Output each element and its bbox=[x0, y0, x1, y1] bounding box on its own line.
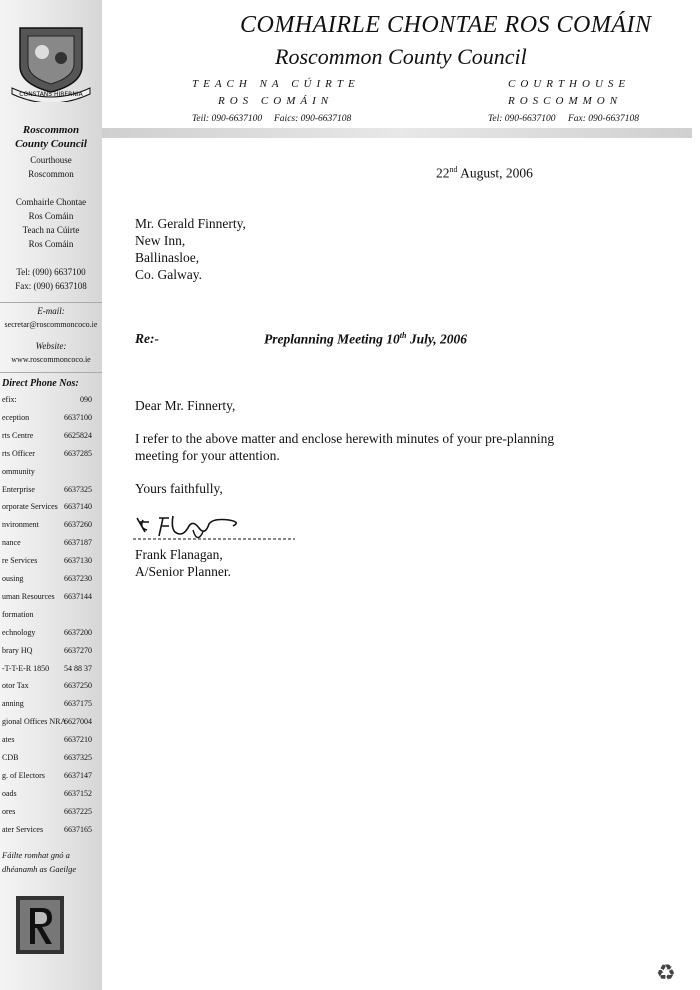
phone-number: 54 88 37 bbox=[64, 664, 92, 673]
signature bbox=[133, 508, 303, 548]
signatory bbox=[135, 546, 231, 580]
sidebar-website-label: Website: bbox=[35, 341, 67, 351]
phone-number: 6637270 bbox=[64, 646, 92, 655]
phone-dept-name: otor Tax bbox=[2, 681, 29, 690]
phone-dept-name: eception bbox=[2, 413, 30, 422]
phone-row bbox=[2, 717, 98, 731]
county-crest-icon bbox=[6, 22, 96, 102]
phone-row bbox=[2, 485, 98, 499]
phone-number: 6637175 bbox=[64, 699, 92, 708]
phone-number: 090 bbox=[80, 395, 92, 404]
phone-row bbox=[2, 395, 98, 409]
direct-phone-heading: Direct Phone Nos: bbox=[2, 378, 79, 389]
sidebar-address-ga: Comhairle Chontae Ros Comáin Teach na Cúirte Ros Comáin bbox=[15, 197, 87, 249]
phone-dept-name: oads bbox=[2, 789, 17, 798]
phone-number: 6637225 bbox=[64, 807, 92, 816]
header-left-fax: Faics: 090-6637108 bbox=[274, 114, 352, 124]
header-divider bbox=[102, 128, 692, 138]
phone-number: 6637140 bbox=[64, 502, 92, 511]
sidebar-contact bbox=[0, 265, 102, 293]
header-left-tel: Teil: 090-6637100 bbox=[192, 114, 263, 124]
phone-number: 6627004 bbox=[64, 717, 92, 726]
phone-row bbox=[2, 628, 98, 642]
header-left-address-line1: TEACH NA CÚIRTE bbox=[192, 78, 360, 90]
header-right-address-line1: COURTHOUSE bbox=[508, 78, 631, 90]
svg-text:CONSTANS HIBERNIA: CONSTANS HIBERNIA bbox=[19, 91, 83, 98]
phone-number: 6637200 bbox=[64, 628, 92, 637]
letter-body: I refer to the above matter and enclose herewith minutes of your pre-planning meeting for your attention. bbox=[135, 431, 555, 463]
phone-number: 6637152 bbox=[64, 789, 92, 798]
recipient-address: Mr. Gerald Finnerty, New Inn, Ballinasloe, Co. Galway. bbox=[135, 216, 246, 282]
phone-dept-name: echnology bbox=[2, 628, 36, 637]
phone-row bbox=[2, 556, 98, 570]
phone-row bbox=[2, 592, 98, 606]
letter-date: 22nd August, 2006 bbox=[436, 165, 533, 181]
sidebar-email[interactable]: secretar@roscommoncoco.ie bbox=[4, 320, 98, 329]
phone-dept-name: ores bbox=[2, 807, 16, 816]
phone-dept-name: re Services bbox=[2, 556, 38, 565]
closing: Yours faithfully, bbox=[135, 481, 223, 496]
phone-row bbox=[2, 825, 98, 839]
phone-dept-name: g. of Electors bbox=[2, 771, 45, 780]
sidebar bbox=[0, 0, 102, 990]
phone-number: 6637144 bbox=[64, 592, 92, 601]
phone-number: 6637325 bbox=[64, 753, 92, 762]
sidebar-address-en: Courthouse Roscommon bbox=[28, 155, 74, 179]
phone-row bbox=[2, 413, 98, 427]
phone-row bbox=[2, 664, 98, 678]
phone-dept-name: Enterprise bbox=[2, 485, 35, 494]
recycle-icon: ♻ bbox=[656, 960, 676, 985]
phone-row bbox=[2, 681, 98, 695]
phone-number: 6637230 bbox=[64, 574, 92, 583]
phone-row bbox=[2, 807, 98, 821]
phone-row bbox=[2, 646, 98, 660]
phone-row bbox=[2, 789, 98, 803]
phone-number: 6637165 bbox=[64, 825, 92, 834]
phone-dept-name: formation bbox=[2, 610, 34, 619]
sidebar-fax: Fax: (090) 6637108 bbox=[15, 281, 87, 291]
phone-dept-name: -T-T-E-R 1850 bbox=[2, 664, 50, 673]
phone-number: 6637325 bbox=[64, 485, 92, 494]
phone-dept-name: anning bbox=[2, 699, 24, 708]
phone-dept-name: rts Officer bbox=[2, 449, 35, 458]
sidebar-email-label: E-mail: bbox=[37, 306, 65, 316]
phone-row bbox=[2, 699, 98, 713]
phone-row bbox=[2, 449, 98, 463]
phone-number: 6637260 bbox=[64, 520, 92, 529]
signatory-title: A/Senior Planner. bbox=[135, 564, 231, 579]
header-right-fax: Fax: 090-6637108 bbox=[568, 114, 639, 124]
phone-number: 6637130 bbox=[64, 556, 92, 565]
phone-row bbox=[2, 574, 98, 588]
header-title-english: Roscommon County Council bbox=[275, 44, 527, 69]
phone-row bbox=[2, 538, 98, 552]
roscommon-r-logo-icon bbox=[16, 896, 64, 954]
signatory-name: Frank Flanagan, bbox=[135, 547, 223, 562]
header-right-tel: Tel: 090-6637100 bbox=[488, 114, 556, 124]
salutation: Dear Mr. Finnerty, bbox=[135, 398, 236, 413]
phone-number: 6637285 bbox=[64, 449, 92, 458]
re-label: Re:- bbox=[135, 331, 159, 346]
irish-footer: Fáilte romhat gnó a dhéanamh as Gaeilge bbox=[2, 850, 77, 874]
phone-row bbox=[2, 431, 98, 445]
phone-number: 6637187 bbox=[64, 538, 92, 547]
header-right-address-line2: ROSCOMMON bbox=[508, 95, 623, 107]
phone-row bbox=[2, 735, 98, 749]
phone-dept-name: gional Offices NRA bbox=[2, 717, 67, 726]
phone-number: 6625824 bbox=[64, 431, 92, 440]
phone-dept-name: uman Resources bbox=[2, 592, 55, 601]
phone-row bbox=[2, 520, 98, 534]
phone-dept-name: ommunity bbox=[2, 467, 35, 476]
phone-dept-name: rts Centre bbox=[2, 431, 34, 440]
phone-dept-name: ates bbox=[2, 735, 15, 744]
phone-number: 6637210 bbox=[64, 735, 92, 744]
phone-dept-name: nvironment bbox=[2, 520, 39, 529]
sidebar-website[interactable]: www.roscommoncoco.ie bbox=[11, 355, 91, 364]
phone-number: 6637250 bbox=[64, 681, 92, 690]
phone-dept-name: efix: bbox=[2, 395, 17, 404]
sidebar-tel: Tel: (090) 6637100 bbox=[16, 267, 86, 277]
phone-dept-name: CDB bbox=[2, 753, 19, 762]
sidebar-council-name: Roscommon County Council bbox=[15, 124, 87, 150]
phone-row bbox=[2, 771, 98, 785]
header-left-address-line2: ROS COMÁIN bbox=[218, 95, 334, 107]
phone-row bbox=[2, 610, 98, 624]
phone-dept-name: ater Services bbox=[2, 825, 44, 834]
phone-dept-name: nance bbox=[2, 538, 21, 547]
header-title-irish: COMHAIRLE CHONTAE ROS COMÁIN bbox=[240, 12, 652, 38]
re-subject: Preplanning Meeting 10th July, 2006 bbox=[264, 331, 468, 347]
phone-number: 6637147 bbox=[64, 771, 92, 780]
phone-row bbox=[2, 753, 98, 767]
phone-number: 6637100 bbox=[64, 413, 92, 422]
phone-row bbox=[2, 502, 98, 516]
phone-dept-name: ousing bbox=[2, 574, 24, 583]
phone-dept-name: brary HQ bbox=[2, 646, 33, 655]
phone-dept-name: orporate Services bbox=[2, 502, 58, 511]
phone-row bbox=[2, 467, 98, 481]
